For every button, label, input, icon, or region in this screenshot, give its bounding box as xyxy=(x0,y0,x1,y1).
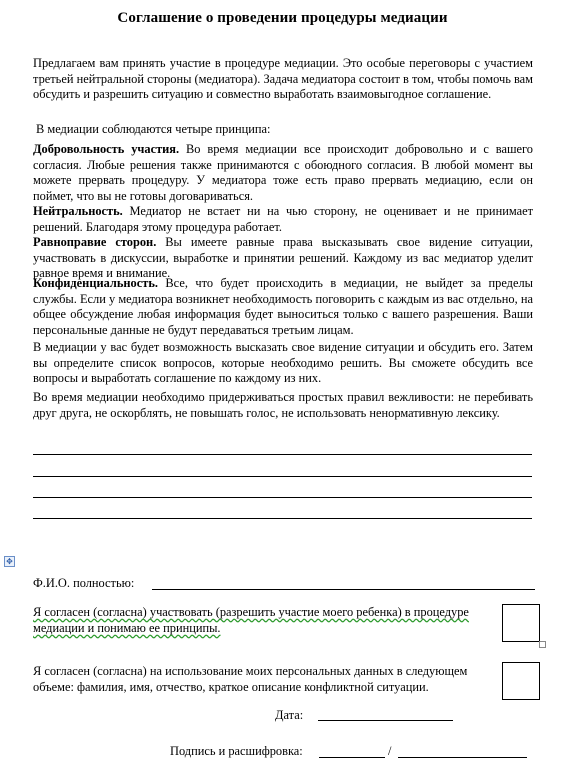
signature-label: Подпись и расшифровка: xyxy=(170,744,303,758)
principle-text: Вы имеете равные права высказывать свое видение ситуации, участвовать в дискуссии, выработке и принятии решений. Каждому из вас медиатор уделит равное время и внимание. xyxy=(33,235,533,280)
principle-text: Медиатор не встает ни на чью сторону, не оценивает и не принимает решений. Благодаря этому процедура работает. xyxy=(33,204,533,234)
date-field[interactable] xyxy=(318,720,453,721)
consent-participation-checkbox[interactable] xyxy=(502,604,540,642)
signature-separator: / xyxy=(388,744,392,758)
consent-personal-data-checkbox[interactable] xyxy=(502,662,540,700)
fio-field[interactable] xyxy=(152,589,535,590)
principle-term: Равноправие сторон. xyxy=(33,235,157,249)
consent-personal-data-text: Я согласен (согласна) на использование моих персональных данных в следующем объеме: фамилия, имя, отчество, краткое описание конфликтной ситуации. xyxy=(33,664,468,694)
principle-voluntary xyxy=(33,142,533,204)
principles-intro: В медиации соблюдаются четыре принципа: xyxy=(36,122,271,136)
blank-answer-line[interactable] xyxy=(33,476,532,477)
principle-text: Во время медиации все происходит добровольно и с вашего согласия. Любые решения также принимаются с обоюдного согласия. В любой момент вы можете прервать процедуру. У медиатора тоже есть право прервать медиацию, если он поймет, что вы не готовы договариваться. xyxy=(33,142,533,203)
principle-term: Добровольность участия. xyxy=(33,142,180,156)
blank-answer-line[interactable] xyxy=(33,518,532,519)
signature-transcript-field[interactable] xyxy=(398,757,527,758)
move-handle-icon[interactable]: ✥ xyxy=(4,556,15,567)
date-label: Дата: xyxy=(275,708,304,722)
principle-equality xyxy=(33,235,533,282)
principle-text: Все, что будет происходить в медиации, не выйдет за пределы службы. Если у медиатора возникнет необходимость поговорить с каждым из вас отдельно, на общее обсуждение любая информация будет выноситься только с вашего разрешения. Ваши персональные данные не будут передаваться третьим лицам. xyxy=(33,276,533,337)
signature-field[interactable] xyxy=(319,757,385,758)
principle-term: Конфиденциальность. xyxy=(33,276,158,290)
consent-participation-label: Я согласен (согласна) участвовать (разрешить участие моего ребенка) в процедуре медиации и понимаю ее принципы. xyxy=(33,605,469,635)
document-title: Соглашение о проведении процедуры медиации xyxy=(117,10,448,26)
rules-paragraph: Во время медиации необходимо придерживаться простых правил вежливости: не перебивать друг друга, не оскорблять, не повышать голос, не использовать ненормативную лексику. xyxy=(33,390,533,420)
principle-term: Нейтральность. xyxy=(33,204,123,218)
resize-handle-icon[interactable] xyxy=(539,641,546,648)
blank-answer-line[interactable] xyxy=(33,454,532,455)
principle-confidentiality xyxy=(33,276,533,338)
opportunity-paragraph: В медиации у вас будет возможность высказать свое видение ситуации и обсудить его. Затем вы определите список вопросов, которые необходимо решить. Вы сможете обсудить все вопросы и выработать соглашение по каждому из них. xyxy=(33,340,533,385)
intro-paragraph: Предлагаем вам принять участие в процедуре медиации. Это особые переговоры с участием третьей нейтральной стороны (медиатора). Задача медиатора состоит в том, чтобы помочь вам обсудить и разрешить ситуацию и совместно выработать взаимовыгодное соглашение. xyxy=(33,56,533,101)
blank-answer-line[interactable] xyxy=(33,497,532,498)
principle-neutrality xyxy=(33,204,533,235)
consent-participation-text xyxy=(33,604,495,636)
fio-label: Ф.И.О. полностью: xyxy=(33,576,135,590)
